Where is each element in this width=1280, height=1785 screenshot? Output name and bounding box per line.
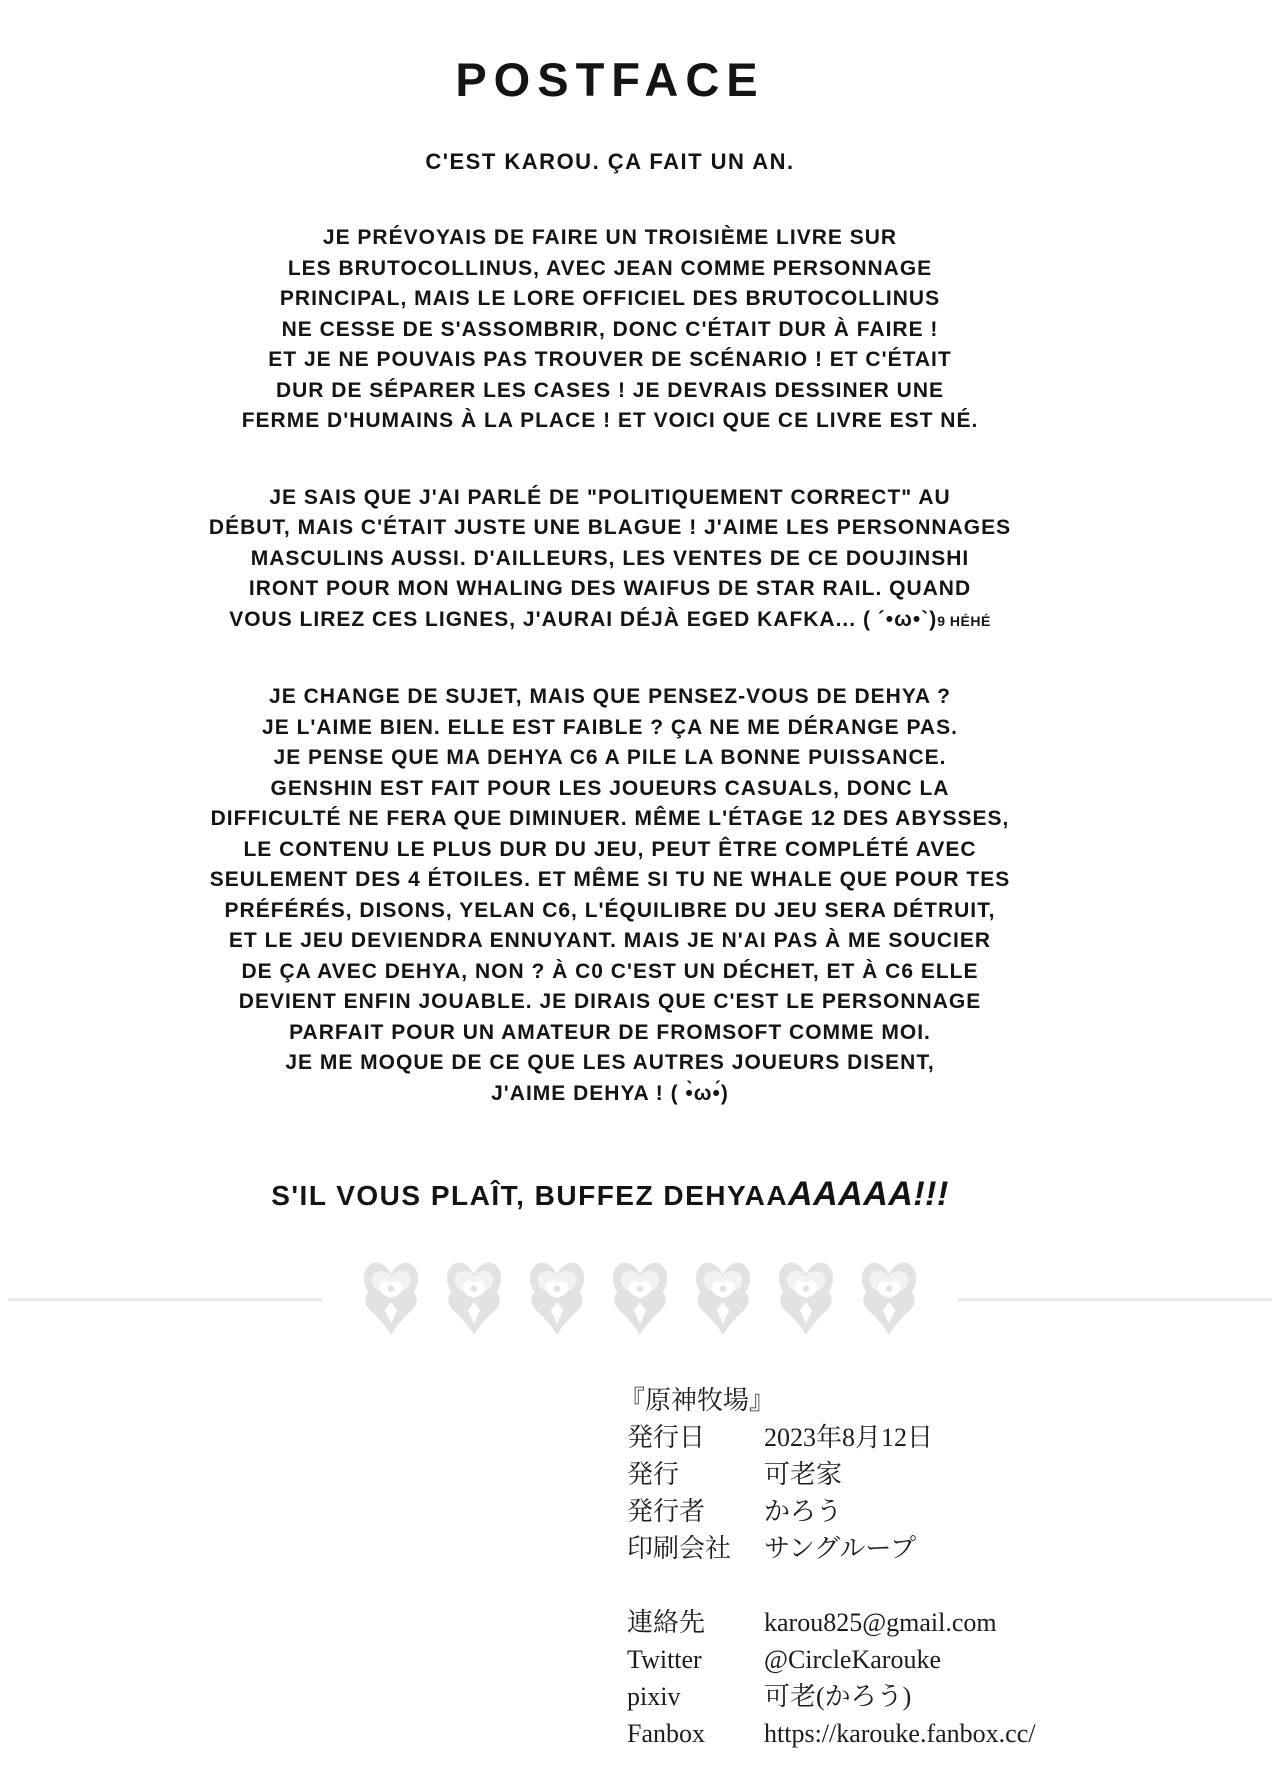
colophon-row — [627, 1456, 1145, 1493]
body-text-line: JE CHANGE DE SUJET, MAIS QUE PENSEZ-VOUS DE DEHYA ? — [269, 685, 951, 708]
colophon-row-value: @CircleKarouke — [764, 1645, 941, 1674]
body-text-line: SEULEMENT DES 4 ÉTOILES. ET MÊME SI TU NE WHALE QUE POUR TES — [209, 868, 1011, 891]
colophon-book-title: 『原神牧場』 — [619, 1386, 776, 1415]
colophon-row — [627, 1604, 1145, 1641]
closing-plea-shout: AAAAA!!! — [788, 1175, 949, 1213]
closing-plea-text: S'IL VOUS PLAÎT, BUFFEZ DEHYAA — [271, 1180, 789, 1211]
colophon-row — [627, 1493, 1145, 1530]
colophon-row-label: 印刷会社 — [627, 1534, 732, 1563]
kaomoji-line-main: VOUS LIREZ CES LIGNES, J'AURAI DÉJÀ EGED KAFKA... ( ´•ω•`) — [229, 607, 938, 631]
body-text-line: DUR DE SÉPARER LES CASES ! JE DEVRAIS DESSINER UNE — [275, 378, 945, 402]
colophon-row-value: 2023年8月12日 — [764, 1423, 934, 1452]
emblem-row — [360, 1261, 920, 1337]
colophon-row-label: Twitter — [627, 1645, 702, 1674]
colophon-row-label: 発行者 — [627, 1497, 706, 1526]
body-text-line: IRONT POUR MON WHALING DES WAIFUS DE STAR RAIL. QUAND — [248, 577, 972, 600]
oni-horns-emblem-icon — [526, 1261, 588, 1337]
divider-rule-right — [958, 1298, 1272, 1301]
paragraph-3 — [75, 682, 1145, 1109]
body-text-line: GENSHIN EST FAIT POUR LES JOUEURS CASUALS, DONC LA — [270, 776, 950, 800]
colophon-row-value: https://karouke.fanbox.cc/ — [764, 1719, 1036, 1748]
body-text-line: FERME D'HUMAINS À LA PLACE ! ET VOICI QUE CE LIVRE EST NÉ. — [241, 409, 979, 432]
body-text-line: LES BRUTOCOLLINUS, AVEC JEAN COMME PERSONNAGE — [287, 256, 933, 280]
colophon-contact-rows — [627, 1604, 1145, 1752]
intro-line: C'EST KAROU. ÇA FAIT UN AN. — [425, 149, 795, 174]
body-text-line: ET JE NE POUVAIS PAS TROUVER DE SCÉNARIO ! ET C'ÉTAIT — [268, 348, 952, 371]
colophon-row — [627, 1678, 1145, 1715]
colophon-row-value: 可老家 — [764, 1460, 843, 1489]
body-text-line: JE SAIS QUE J'AI PARLÉ DE "POLITIQUEMENT CORRECT" AU — [269, 485, 951, 509]
body-text-line: MASCULINS AUSSI. D'AILLEURS, LES VENTES DE CE DOUJINSHI — [250, 546, 970, 570]
colophon-row-value: 可老(かろう) — [764, 1682, 912, 1711]
oni-horns-emblem-icon — [609, 1261, 671, 1337]
body-text-line: DEVIENT ENFIN JOUABLE. JE DIRAIS QUE C'EST LE PERSONNAGE — [238, 990, 982, 1013]
body-text-line: JE PRÉVOYAIS DE FAIRE UN TROISIÈME LIVRE SUR — [322, 226, 898, 249]
body-text-line: J'AIME DEHYA ! ( •̀ω•́) — [491, 1081, 729, 1105]
oni-horns-emblem-icon — [775, 1261, 837, 1337]
colophon-row — [627, 1530, 1145, 1567]
colophon-row — [627, 1419, 1145, 1456]
body-text-line: PRINCIPAL, MAIS LE LORE OFFICIEL DES BRUTOCOLLINUS — [279, 287, 941, 310]
divider-rule-left — [8, 1298, 322, 1301]
paragraph-2 — [75, 483, 1145, 637]
body-text-line: JE PENSE QUE MA DEHYA C6 A PILE LA BONNE PUISSANCE. — [273, 746, 947, 769]
paragraph-1 — [75, 223, 1145, 437]
body-text-line: DIFFICULTÉ NE FERA QUE DIMINUER. MÊME L'ÉTAGE 12 DES ABYSSES, — [210, 807, 1010, 830]
page-title: POSTFACE — [455, 53, 765, 106]
colophon-row-label: 発行日 — [627, 1423, 706, 1452]
colophon-row-value: サングループ — [764, 1534, 917, 1563]
kaomoji-line-small: 9 HÉHÉ — [937, 612, 991, 629]
colophon-publication-rows — [627, 1419, 1145, 1567]
oni-horns-emblem-icon — [692, 1261, 754, 1337]
oni-horns-emblem-icon — [858, 1261, 920, 1337]
closing-plea — [75, 1175, 1145, 1214]
body-text-line: JE ME MOQUE DE CE QUE LES AUTRES JOUEURS DISENT, — [285, 1051, 935, 1074]
paragraph-2-lines — [75, 483, 1145, 605]
body-text-line: JE L'AIME BIEN. ELLE EST FAIBLE ? ÇA NE ME DÉRANGE PAS. — [262, 715, 958, 739]
body-text-line-with-kaomoji — [75, 605, 1145, 637]
body-text-line: PRÉFÉRÉS, DISONS, YELAN C6, L'ÉQUILIBRE DU JEU SERA DÉTRUIT, — [224, 898, 996, 922]
colophon-row-label: Fanbox — [627, 1719, 705, 1748]
body-text-line: NE CESSE DE S'ASSOMBRIR, DONC C'ÉTAIT DUR À FAIRE ! — [281, 317, 939, 341]
section-divider — [0, 1260, 1280, 1338]
body-text-line: LE CONTENU LE PLUS DUR DU JEU, PEUT ÊTRE COMPLÉTÉ AVEC — [243, 837, 977, 861]
body-text-line: ET LE JEU DEVIENDRA ENNUYANT. MAIS JE N'AI PAS À ME SOUCIER — [228, 929, 992, 952]
colophon-row — [627, 1641, 1145, 1678]
colophon-row — [627, 1715, 1145, 1752]
oni-horns-emblem-icon — [443, 1261, 505, 1337]
body-text-line: DÉBUT, MAIS C'ÉTAIT JUSTE UNE BLAGUE ! J'AIME LES PERSONNAGES — [208, 516, 1012, 539]
postface-page — [75, 0, 1145, 1752]
colophon-row-label: pixiv — [627, 1682, 681, 1711]
colophon-row-label: 発行 — [627, 1460, 680, 1489]
colophon-row-value: かろう — [764, 1497, 843, 1526]
body-text-line: PARFAIT POUR UN AMATEUR DE FROMSOFT COMME MOI. — [289, 1020, 931, 1044]
oni-horns-emblem-icon — [360, 1261, 422, 1337]
colophon-spacer — [627, 1567, 1145, 1604]
body-text-line: DE ÇA AVEC DEHYA, NON ? À C0 C'EST UN DÉCHET, ET À C6 ELLE — [241, 959, 979, 983]
colophon-row-value: karou825@gmail.com — [764, 1608, 997, 1637]
colophon — [619, 1382, 1145, 1752]
colophon-row-label: 連絡先 — [627, 1608, 706, 1637]
